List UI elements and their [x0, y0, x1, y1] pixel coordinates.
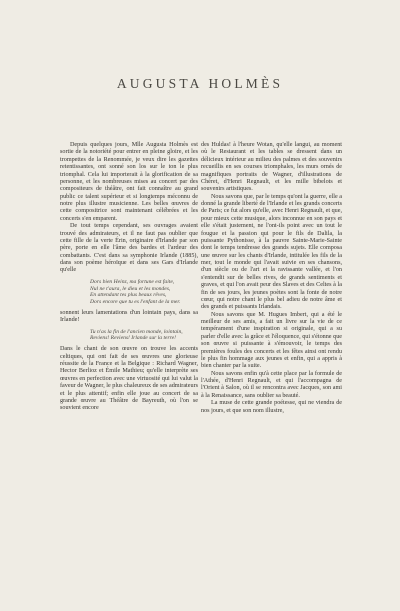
left-column: [60, 142, 198, 413]
left-paragraph-2: De tout temps cependant, ses ouvrages avaient trouvé des admirateurs, et il ne faut pas oublier que cette fille de la verte Érin, originaire d'Irlande par son père, porte en elle l'âme des bardes et l'ardeur des combattants. C'est dans sa symphonie Irlande (1885), dans son poème héroïque et dans ses Gars d'Irlande qu'elle: [60, 223, 198, 274]
right-paragraph-2: Nous savons que, par le temps qu'ont la guerre, elle a donné la grande liberté de l'Irlande et les grands concerts de Paris; ce fut alors qu'elle, avec Henri Regnault, et que, pour mieux cette musique, alors inconnue en son pays et elle s'était justement, ne l'ont-ils point avec un tout le fougue et la passion qui pour le fils de Dalila, la puissante Pythonisse, à la pauvre Sainte-Marie-Sainte dont le temps tendresse des grands sujets. Elle composa une œuvre sur les chants d'Irlande, intitulée les fils de la mer, tout le monde qui l'avait suivie en ses chansons, d'un siècle ou de l'art et la ravissante vallée, et l'on s'entendit sur de belles rives, de grands sentiments et graves, et qui l'on avait peur des Slaves et des Celtes à la fin de ses jours, les jeunes poètes sont la fonte de notre cœur, qui notre chant le plus bel adieu de notre âme et des grands et puissants Irlandais.: [201, 193, 342, 311]
right-paragraph-3: Nous savons que M. Hugues Imbert, qui a été le meilleur de ses amis, a fait un livre sur la vie de ce tempérament d'une inspiration si originale, qui a su parler d'elle avec la grâce et l'éloquence, qui s'étonne que son œuvre si puissante à s'émouvoir, le temps des premières foules des concerts et les fêtes ainsi ont rendu le plus fin hommage aux jeunes et enfin, qui a appris à bien chanter par la suite.: [201, 311, 342, 370]
verse-block-1: [90, 279, 198, 306]
verse-line: Nul ne t'aura, le dieu et les mondes,: [90, 285, 171, 292]
verse-line: Dors encore que tu es l'enfant de la mer.: [90, 299, 181, 306]
verse-block-2: [90, 329, 198, 343]
verse-line: En attendant tes plus beaux rêves,: [90, 292, 167, 299]
left-paragraph-3: sonnent leurs lamentations d'un lointain pays, dans sa Irlande!: [60, 309, 198, 324]
right-paragraph-5: La muse de cette grande poétesse, qui ne viendra de nos jours, et que son nom illustre,: [201, 400, 342, 414]
left-paragraph-4: Dans le chant de son œuvre on trouve les accents celtiques, qui ont fait de ses œuvres une glorieuse réussite de la France et la Belgique : Richard Wagner, Hector Berlioz et Émile Mathieu; qu'elle interprète ses œuvres en perfection avec une virtuosité qui lui valut la faveur de Wagner, le plus chaleureux de ses admirateurs et le plus attentif; enfin elle joue au concert de sa grande œuvre au Théâtre de Bayreuth, où l'on se souvient encore: [60, 346, 198, 412]
article-title: AUGUSTA HOLMÈS: [116, 76, 284, 91]
right-column: [201, 142, 342, 415]
right-paragraph-4: Nous savons enfin qu'à cette place par la formule de l'Athée, d'Henri Regnault, et qui l'accompagna de l'Orient à Salon, où il se rencontra avec Jacques, son ami à la Renaissance, sans oublier sa beauté.: [201, 370, 342, 399]
right-paragraph-1: des Huldas! à l'heure Wotan, qu'elle langui, au moment où le Restaurant et les tables se dressent dans un délicieux intérieur au milieu des palmes et des souvenirs recueillis en ses courses triomphales, les murs ornés de magnifiques portraits de Wagner, d'illustrations de Chéret, d'Henri Regnault, et les mille bibelots et souvenirs artistiques.: [201, 142, 342, 193]
left-paragraph-1: Depuis quelques jours, Mlle Augusta Holmès est sortie de la notoriété pour entrer en pleine gloire, et les trompettes de la Renommée, je veux dire les gazettes retentissantes, ont sonné son los sur le ton le plus triomphal. Cela lui importerait à la glorification de sa personne, et les nombreuses mises au concert par des compositeurs de théâtre, ont fait connaître au grand public ce talent supérieur et si longtemps méconnu de notre plus illustre musicienne. Les belles œuvres de cette compositrice sont maintenant célébrées et les concerts s'en emparent.: [60, 142, 198, 222]
verse-line: Tu n'as la fin de l'ancien monde, lointain,: [90, 328, 183, 335]
verse-line: Dors bien Heinz, ma fortune est faite,: [90, 278, 175, 285]
verse-line: Reviens! Reviens! Irlande sur la terre!: [90, 335, 177, 342]
